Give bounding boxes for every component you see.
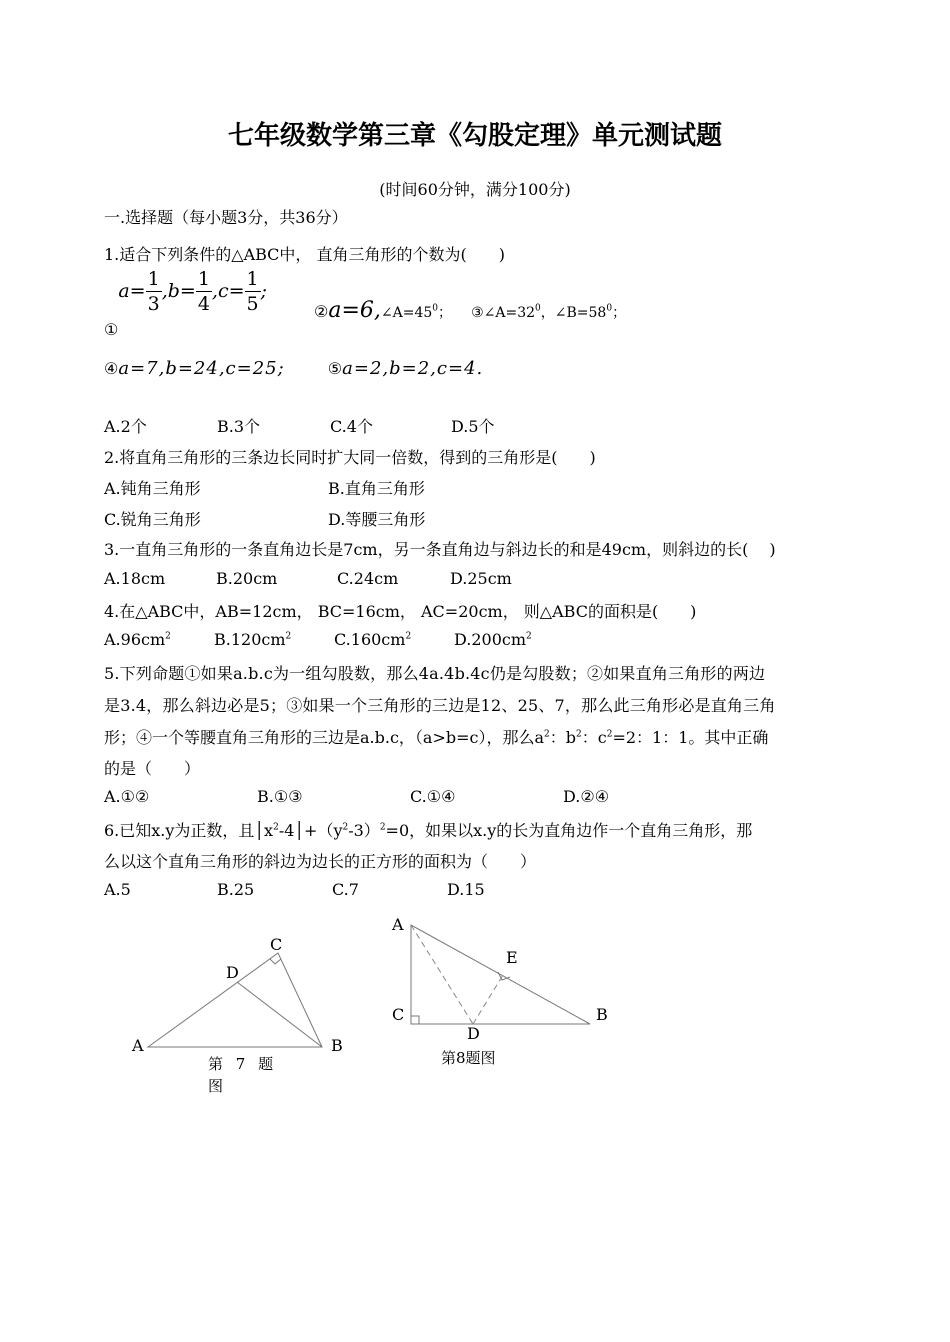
figure-8 <box>385 910 625 1075</box>
fig7-label-a: A <box>132 1036 144 1055</box>
q3-option-b[interactable]: B.20cm <box>216 569 278 588</box>
fig7-caption-1: 第 7 题 <box>208 1055 278 1073</box>
page-title: 七年级数学第三章《勾股定理》单元测试题 <box>227 121 722 151</box>
q3-stem: 3.一直角三角形的一条直角边长是7cm，另一条直角边与斜边长的和是49cm，则斜边的长( ) <box>104 540 776 559</box>
q6-option-d[interactable]: D.15 <box>447 880 485 899</box>
q6-line-1: 6.已知x.y为正数，且$│x^2-4│+(y^2-3)^2=0$，如果以x.y的长为直角边作一个直角三角形，那 <box>104 821 753 840</box>
q4-options <box>104 630 532 649</box>
fig7-right-angle-mark <box>270 959 281 964</box>
circled-1: ① <box>104 320 119 339</box>
circled-3-angle: ③∠A=32 <box>471 305 536 321</box>
fig7-segment-bd <box>237 982 322 1047</box>
q2-stem: 2.将直角三角形的三条边长同时扩大同一倍数，得到的三角形是( ) <box>104 448 596 467</box>
math-7-24-25: a=7,b=24,c=25; <box>118 358 285 379</box>
angle-a-45: ∠A=45 <box>380 305 433 321</box>
q3-option-d[interactable]: D.25cm <box>450 569 512 588</box>
math-a6: a=6, <box>328 298 381 323</box>
q1-option-d[interactable]: D.5个 <box>451 417 495 436</box>
circled-5: ⑤ <box>327 359 343 378</box>
fig8-label-b: B <box>596 1005 608 1024</box>
q2-option-d[interactable]: D.等腰三角形 <box>328 510 426 529</box>
fraction-1-5: $\frac{1}{5}$ <box>246 268 259 315</box>
fig8-dashed-de <box>473 975 503 1024</box>
math-2-2-4: a=2,b=2,c=4. <box>342 358 484 379</box>
q3-option-a[interactable]: A.18cm <box>104 569 166 588</box>
fig8-label-d: D <box>467 1024 480 1043</box>
q1-condition-1 <box>104 268 268 339</box>
q6-option-b[interactable]: B.25 <box>217 880 255 899</box>
fig8-right-angle-c <box>411 1016 419 1024</box>
q1-stem: 1.适合下列条件的△ABC中， 直角三角形的个数为( ) <box>104 245 505 264</box>
fig8-triangle <box>411 925 590 1024</box>
fraction-1-4: $\frac{1}{4}$ <box>197 268 210 315</box>
circled-4: ④ <box>104 359 119 378</box>
q4-option-a[interactable]: $A.96cm^2$ <box>104 630 171 649</box>
q4-option-b[interactable]: $B.120cm^2$ <box>214 630 292 649</box>
q1-condition-2-3 <box>314 298 626 323</box>
fraction-1-3: $\frac{1}{3}$ <box>147 268 160 315</box>
fig8-label-e: E <box>506 948 518 967</box>
fig8-label-a: A <box>392 915 404 934</box>
q5-option-a[interactable]: A.①② <box>104 787 150 806</box>
q1-option-b[interactable]: B.3个 <box>217 417 261 436</box>
q2-option-b[interactable]: B.直角三角形 <box>328 479 425 498</box>
q1-options <box>104 414 495 437</box>
fig8-label-c: C <box>392 1005 405 1024</box>
q1-option-a[interactable]: A.2个 <box>104 417 147 436</box>
figure-7 <box>120 925 360 1105</box>
q5-option-c[interactable]: C.①④ <box>410 787 456 806</box>
math-c: ,c= <box>211 280 245 302</box>
section-heading: 一.选择题（每小题3分，共36分） <box>104 208 348 227</box>
fig7-label-d: D <box>226 963 239 982</box>
separator: ； <box>612 305 627 321</box>
degree-mark: 0 <box>535 303 541 314</box>
q1-option-c[interactable]: C.4个 <box>330 417 373 436</box>
math-semicolon: ; <box>260 280 268 302</box>
q3-options <box>104 569 512 588</box>
q6-line-2: 么以这个直角三角形的斜边为边长的正方形的面积为（ ） <box>104 852 537 871</box>
circled-2: ② <box>314 302 329 321</box>
q4-option-c[interactable]: $C.160cm^2$ <box>334 630 412 649</box>
fig8-caption: 第8题图 <box>441 1049 496 1067</box>
angle-b-58: ，∠B=58 <box>540 305 607 321</box>
fig7-caption-2: 图 <box>208 1077 224 1095</box>
q6-options <box>104 880 485 899</box>
q5-line-1: 5.下列命题①如果a.b.c为一组勾股数，那么4a.4b.4c仍是勾股数；②如果直角三角形的两边 <box>104 664 766 683</box>
fig7-label-b: B <box>331 1036 343 1055</box>
degree-mark: 0 <box>432 303 439 314</box>
q5-option-d[interactable]: D.②④ <box>563 787 610 806</box>
q2-option-a[interactable]: A.钝角三角形 <box>104 479 201 498</box>
q6-option-c[interactable]: C.7 <box>332 880 359 899</box>
q5-line-3: 形；④一个等腰直角三角形的三边是a.b.c，（a>b=c），那么$a^2$：$b^2$：$c^2=2$：1：1。其中正确 <box>104 728 769 747</box>
q1-condition-4-5 <box>104 358 483 379</box>
q5-options <box>104 787 609 806</box>
fig7-label-c: C <box>270 935 283 954</box>
q5-line-4: 的是（ ） <box>104 759 201 778</box>
math-a: a= <box>118 280 146 302</box>
fig8-dashed-ad <box>411 925 473 1024</box>
subtitle: (时间60分钟，满分100分) <box>379 180 571 199</box>
degree-mark: 0 <box>606 303 613 314</box>
q5-option-b[interactable]: B.①③ <box>257 787 303 806</box>
q2-options-row2 <box>104 507 425 530</box>
q4-stem: 4.在△ABC中，AB=12cm， BC=16cm， AC=20cm， 则△ABC的面积是( ) <box>104 602 697 621</box>
q6-option-a[interactable]: A.5 <box>104 880 131 899</box>
q4-option-d[interactable]: $D.200cm^2$ <box>454 630 532 649</box>
q2-option-c[interactable]: C.锐角三角形 <box>104 510 201 529</box>
separator: ； <box>438 305 453 321</box>
q2-options-row1 <box>104 476 425 499</box>
q5-line-2: 是3.4，那么斜边必是5；③如果一个三角形的三边是12、25、7，那么此三角形必是直角三角 <box>104 696 776 715</box>
q3-option-c[interactable]: C.24cm <box>337 569 399 588</box>
math-b: ,b= <box>161 280 196 302</box>
